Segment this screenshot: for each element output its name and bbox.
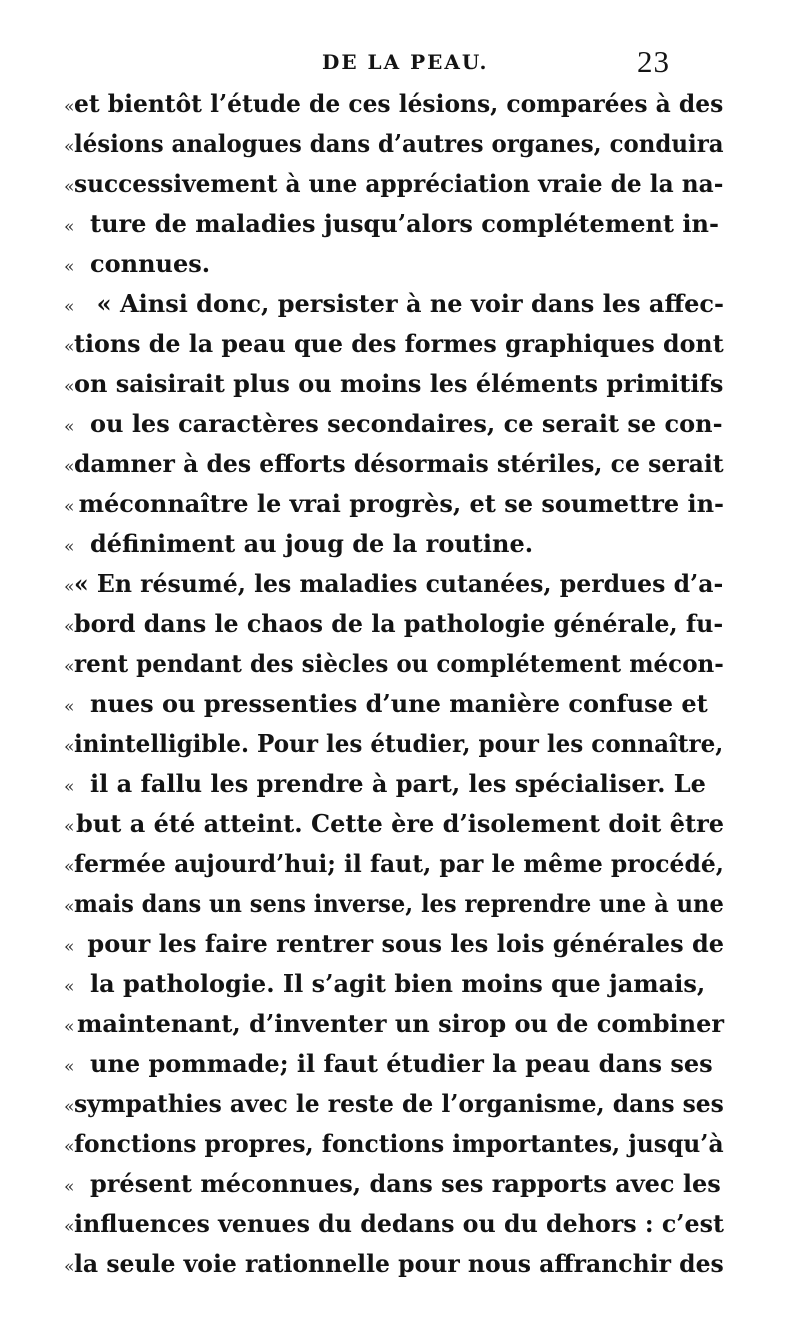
line-text: successivement à une appréciation vraie de la na- (74, 169, 724, 198)
text-line (64, 724, 724, 764)
quote-mark: « (64, 697, 75, 717)
line-text: « En résumé, les maladies cutanées, perdues d’a- (74, 569, 724, 598)
text-line (64, 964, 724, 1004)
line-text: il a fallu les prendre à part, les spécialiser. Le (90, 769, 706, 798)
quote-mark: « (64, 1017, 75, 1037)
line-text: but a été atteint. Cette ère d’isolement doit être (76, 809, 724, 838)
text-line (64, 1124, 724, 1164)
line-text: inintelligible. Pour les étudier, pour les connaître, (74, 729, 724, 758)
line-text: la seule voie rationnelle pour nous affranchir des (74, 1249, 725, 1278)
quote-mark: « (64, 1257, 75, 1277)
line-text: bord dans le chaos de la pathologie générale, fu- (74, 609, 724, 638)
line-text: ture de maladies jusqu’alors complétement in- (90, 209, 719, 238)
quote-mark: « (64, 817, 75, 837)
quote-mark: « (64, 777, 75, 797)
line-text: connues. (90, 249, 211, 278)
line-text: fermée aujourd’hui; il faut, par le même procédé, (74, 849, 725, 878)
text-line (64, 524, 724, 564)
text-line (64, 444, 724, 484)
text-line (64, 604, 724, 644)
quote-mark: « (64, 577, 75, 597)
text-line (64, 564, 724, 604)
line-text: tions de la peau que des formes graphiques dont (74, 329, 725, 358)
text-line (64, 1244, 724, 1284)
text-line (64, 1004, 724, 1044)
quote-mark: « (64, 617, 75, 637)
text-line (64, 244, 724, 284)
quote-mark: « (64, 937, 75, 957)
line-text: une pommade; il faut étudier la peau dans ses (90, 1049, 713, 1078)
line-text: rent pendant des siècles ou complétement mécon- (74, 649, 725, 678)
quote-mark: « (64, 1097, 75, 1117)
text-line (64, 1084, 724, 1124)
line-text: on saisirait plus ou moins les éléments primitifs (74, 369, 724, 398)
line-text: nues ou pressenties d’une manière confuse et (90, 689, 708, 718)
quote-mark: « (64, 497, 75, 517)
quote-mark: « (64, 417, 75, 437)
line-text: méconnaître le vrai progrès, et se soumettre in- (78, 489, 724, 518)
quote-mark: « (64, 377, 75, 397)
running-title: DE LA PEAU. (322, 50, 489, 74)
page-number: 23 (637, 44, 670, 79)
quote-mark: « (64, 177, 75, 197)
text-line (64, 764, 724, 804)
text-line (64, 844, 724, 884)
quote-mark: « (64, 137, 75, 157)
text-line (64, 1204, 724, 1244)
line-text: maintenant, d’inventer un sirop ou de combiner (76, 1009, 724, 1038)
line-text: la pathologie. Il s’agit bien moins que jamais, (90, 969, 706, 998)
text-line (64, 484, 724, 524)
line-text: damner à des efforts désormais stériles, ce serait (74, 449, 725, 478)
body-text (64, 84, 724, 1284)
text-line (64, 364, 724, 404)
line-text: sympathies avec le reste de l’organisme, dans ses (74, 1089, 725, 1118)
line-text: « Ainsi donc, persister à ne voir dans les affec- (96, 289, 724, 318)
text-line (64, 1164, 724, 1204)
quote-mark: « (64, 217, 75, 237)
line-text: lésions analogues dans d’autres organes, conduira (74, 129, 725, 158)
line-text: influences venues du dedans ou du dehors : c’est (74, 1209, 725, 1238)
quote-mark: « (64, 857, 75, 877)
line-text: et bientôt l’étude de ces lésions, comparées à des (74, 89, 724, 118)
quote-mark: « (64, 1057, 75, 1077)
quote-mark: « (64, 537, 75, 557)
quote-mark: « (64, 1217, 75, 1237)
text-line (64, 644, 724, 684)
quote-mark: « (64, 897, 75, 917)
quote-mark: « (64, 457, 75, 477)
quote-mark: « (64, 737, 75, 757)
line-text: présent méconnues, dans ses rapports avec les (90, 1169, 721, 1198)
text-line (64, 164, 724, 204)
quote-mark: « (64, 337, 75, 357)
text-line (64, 124, 724, 164)
text-line (64, 884, 724, 924)
quote-mark: « (64, 657, 75, 677)
line-text: définiment au joug de la routine. (90, 529, 534, 558)
quote-mark: « (64, 97, 75, 117)
text-line (64, 84, 724, 124)
line-text: ou les caractères secondaires, ce serait se con- (90, 409, 723, 438)
line-text: mais dans un sens inverse, les reprendre une à une (74, 889, 725, 918)
text-line (64, 1044, 724, 1084)
page-header (0, 44, 800, 84)
text-line (64, 204, 724, 244)
quote-mark: « (64, 257, 75, 277)
quote-mark: « (64, 1137, 75, 1157)
line-text: fonctions propres, fonctions importantes, jusqu’à (74, 1129, 725, 1158)
text-line (64, 284, 724, 324)
text-line (64, 684, 724, 724)
quote-mark: « (64, 1177, 75, 1197)
text-line (64, 924, 724, 964)
quote-mark: « (64, 297, 75, 317)
quote-mark: « (64, 977, 75, 997)
text-line (64, 324, 724, 364)
text-line (64, 404, 724, 444)
text-line (64, 804, 724, 844)
line-text: pour les faire rentrer sous les lois générales de (87, 929, 724, 958)
